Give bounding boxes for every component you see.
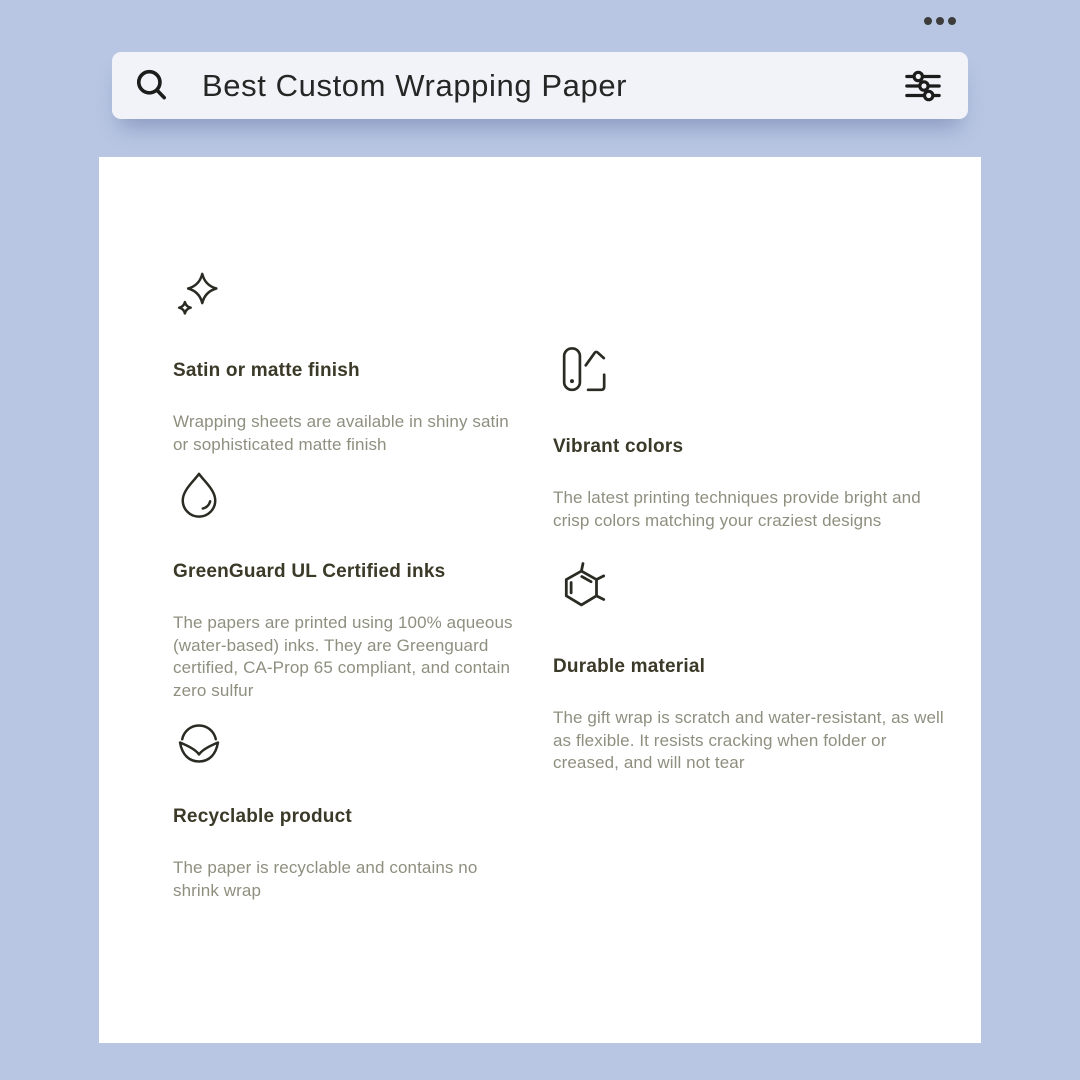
feature-greenguard-inks bbox=[173, 467, 523, 702]
sparkle-icon bbox=[173, 268, 523, 327]
feature-recyclable bbox=[173, 716, 523, 902]
feature-title: Durable material bbox=[553, 656, 706, 677]
feature-title: Vibrant colors bbox=[553, 436, 684, 457]
search-input[interactable] bbox=[202, 68, 904, 104]
dot bbox=[936, 17, 944, 25]
filter-sliders-icon[interactable] bbox=[904, 69, 942, 103]
feature-description: The gift wrap is scratch and water-resistant, as well as flexible. It resists cracking when folder or creased, and will not tear bbox=[553, 708, 944, 772]
features-card bbox=[99, 157, 981, 1043]
dot bbox=[948, 17, 956, 25]
feature-vibrant-colors bbox=[553, 342, 953, 532]
search-bar[interactable] bbox=[112, 52, 968, 119]
feature-title: Satin or matte finish bbox=[173, 360, 360, 381]
molecule-icon bbox=[553, 558, 953, 623]
feature-description: The papers are printed using 100% aqueous (water-based) inks. They are Greenguard certified, CA-Prop 65 compliant, and contain zero sulfur bbox=[173, 613, 513, 700]
feature-description: Wrapping sheets are available in shiny satin or sophisticated matte finish bbox=[173, 412, 509, 454]
feature-description: The paper is recyclable and contains no shrink wrap bbox=[173, 858, 478, 900]
lotus-leaf-icon bbox=[173, 716, 523, 773]
dot bbox=[924, 17, 932, 25]
feature-satin-matte bbox=[173, 268, 523, 456]
more-options-button[interactable] bbox=[924, 17, 956, 25]
color-swatches-icon bbox=[553, 342, 953, 403]
water-drop-icon bbox=[173, 467, 523, 528]
feature-title: Recyclable product bbox=[173, 806, 352, 827]
feature-title: GreenGuard UL Certified inks bbox=[173, 561, 446, 582]
magnifier-icon bbox=[134, 68, 170, 104]
feature-durable-material bbox=[553, 558, 953, 775]
feature-description: The latest printing techniques provide bright and crisp colors matching your craziest designs bbox=[553, 488, 921, 530]
